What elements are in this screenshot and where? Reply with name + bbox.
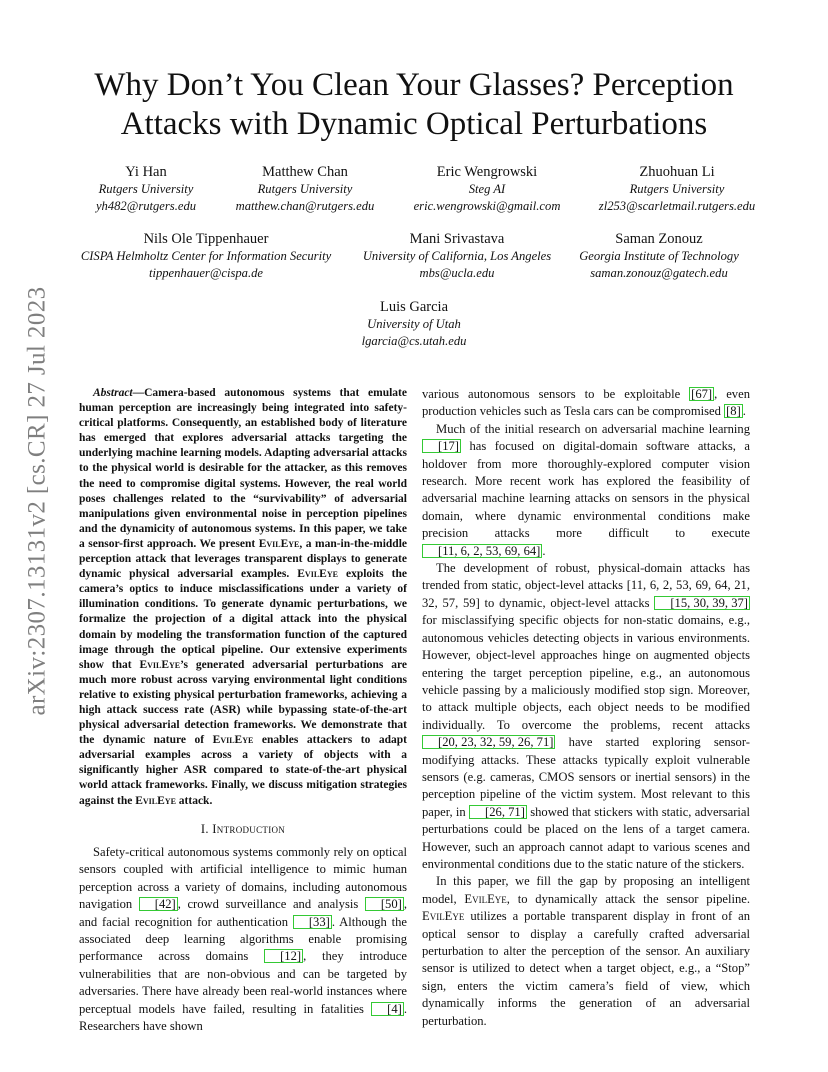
arxiv-identifier: arXiv:2307.13131v2 [cs.CR] 27 Jul 2023 xyxy=(24,286,52,716)
author-block xyxy=(96,164,196,215)
system-name: EvilEye xyxy=(212,734,254,747)
author-block xyxy=(363,231,551,282)
left-column xyxy=(79,386,407,1036)
citation-link[interactable]: [42] xyxy=(139,897,178,911)
author-block xyxy=(362,299,467,350)
citation-link[interactable]: [15, 30, 39, 37] xyxy=(654,596,750,610)
author-affiliation: Rutgers University xyxy=(98,182,194,196)
citation-link[interactable]: [50] xyxy=(365,897,404,911)
author-affiliation: Rutgers University xyxy=(629,182,725,196)
author-block xyxy=(236,164,375,215)
author-email[interactable]: eric.wengrowski@gmail.com xyxy=(413,199,561,213)
author-email[interactable]: matthew.chan@rutgers.edu xyxy=(235,199,375,213)
abstract-lead: Abstract xyxy=(93,387,133,399)
citation-link[interactable]: [67] xyxy=(691,387,713,401)
citation-link[interactable]: [11, 6, 2, 53, 69, 64] xyxy=(422,544,542,558)
author-email[interactable]: lgarcia@cs.utah.edu xyxy=(361,334,467,348)
author-block xyxy=(599,164,755,215)
author-email[interactable]: zl253@scarletmail.rutgers.edu xyxy=(598,199,756,213)
abstract: Abstract—Camera-based autonomous systems that emulate human perception are increasingly being integrated into safety-critical platforms. Consequently, an established body of literature has emerged that explores adversarial attacks targeting the underlying machine learning models. Adapting adversarial attacks to the physical world is desirable for the attacker, as this removes the need to compromise digital systems. However, the real world poses challenges related to the “survivability” of adversarial manipulations given environmental noise in perception pipelines and the dynamicity of autonomous systems. In this paper, we take a sensor-first approach. We present EvilEye, a man-in-the-middle perception attack that leverages transparent displays to generate dynamic physical adversarial examples. EvilEye exploits the camera’s optics to induce misclassifications under a variety of illumination conditions. To generate dynamic perturbations, we formalize the projection of a digital attack into the physical domain by modeling the transformation function of the captured image through the optical pipeline. Our extensive experiments show that EvilEye’s generated adversarial perturbations are much more robust across varying environmental light conditions relative to existing physical perturbation frameworks, achieving a high attack success rate (ASR) while bypassing state-of-the-art physical adversarial detection frameworks. We demonstrate that the dynamic nature of EvilEye enables attackers to adapt adversarial examples across a variety of objects with a significantly higher ASR compared to state-of-the-art physical world attack frameworks. Finally, we discuss mitigation strategies against the EvilEye attack. xyxy=(79,387,408,807)
author-block xyxy=(579,231,739,282)
system-name: EvilEye xyxy=(135,794,176,807)
author-name: Luis Garcia xyxy=(379,299,449,315)
right-column xyxy=(422,386,750,1030)
body-paragraph: various autonomous sensors to be exploitable [67] , even production vehicles such as Tesla cars can be compromised [8] . xyxy=(422,387,750,419)
citation-link[interactable]: [33] xyxy=(293,915,332,929)
system-name: EvilEye xyxy=(464,891,507,906)
author-email[interactable]: saman.zonouz@gatech.edu xyxy=(590,266,728,280)
author-name: Saman Zonouz xyxy=(615,231,703,247)
author-name: Yi Han xyxy=(125,164,167,180)
author-email[interactable]: yh482@rutgers.edu xyxy=(95,199,197,213)
system-name: EvilEye xyxy=(139,658,181,671)
author-affiliation: University of Utah xyxy=(367,317,461,331)
citation-link[interactable]: [8] xyxy=(726,404,741,419)
author-block xyxy=(81,231,331,282)
system-name: EvilEye xyxy=(297,568,338,581)
body-paragraph: In this paper, we fill the gap by proposing an intelligent model, EvilEye, to dynamically attack the sensor pipeline. EvilEye utilizes a portable transparent display in front of an optical sensor to display a carefully crafted adversarial perturbation to alter the perception of the sensor. An auxiliary sensor is utilized to detect when a target object, e.g., a “Stop” sign, enters the victim camera’s field of view, which dynamically informs the generation of an adversarial perturbation. xyxy=(422,874,750,1028)
system-name: EvilEye xyxy=(422,909,465,924)
citation-link[interactable]: [20, 23, 32, 59, 26, 71] xyxy=(422,735,555,749)
body-paragraph: The development of robust, physical-domain attacks has trended from static, object-level attacks [11, 6, 2, 53, 69, 64, 21, 32, 57, 59] to dynamic, object-level attacks [15, 30, 39, 37] for misclassifying specific objects for non-static domains, e.g., autonomous vehicles detecting objects in various environments. However, object-level approaches hinge on augmented objects entering the target perception pipeline, e.g., an autonomous vehicle passing by a maliciously modified stop sign. Moreover, to attack multiple objects, each object needs to be modified individually. To overcome the problems, recent attacks [20, 23, 32, 59, 26, 71] have started exploring sensor-modifying attacks. These attacks typically exploit vulnerable sensors (e.g. cameras, CMOS sensors or inertial sensors) in the perception pipeline of the victim system. Most relevant to this paper, in [26, 71] showed that stickers with static, adversarial perturbations could be placed on the lens of a target camera. However, such an approach cannot adapt to various scenes and environmental conditions due to the static nature of the stickers. xyxy=(422,561,750,871)
citation-link[interactable]: [12] xyxy=(264,949,303,963)
author-name: Mani Srivastava xyxy=(409,231,505,247)
citation-link[interactable]: [26, 71] xyxy=(469,805,527,819)
author-affiliation: CISPA Helmholtz Center for Information Security xyxy=(80,249,332,263)
author-name: Matthew Chan xyxy=(262,164,348,180)
author-affiliation: Steg AI xyxy=(468,182,506,196)
citation-link[interactable]: [11, 6, 2, 53, 69, 64, 21, 32, 57, 59] xyxy=(422,578,750,610)
author-name: Eric Wengrowski xyxy=(436,164,538,180)
arxiv-sidebar xyxy=(20,286,56,716)
author-email[interactable]: mbs@ucla.edu xyxy=(419,266,495,280)
system-name: EvilEye xyxy=(258,537,300,550)
section-heading: I. Introduction xyxy=(200,821,286,836)
author-affiliation: Georgia Institute of Technology xyxy=(579,249,739,263)
body-paragraph: Much of the initial research on adversarial machine learning [17] has focused on digital-domain software attacks, a holdover from more thoroughly-explored computer vision research. More recent work has explored the feasibility of adversarial machine learning attacks on sensors in the physical domain, where dynamic environmental conditions make precision attacks more difficult to execute [11, 6, 2, 53, 69, 64] . xyxy=(422,421,750,558)
author-block xyxy=(414,164,561,215)
author-name: Zhuohuan Li xyxy=(639,164,715,180)
citation-link[interactable]: [17] xyxy=(422,439,461,453)
author-affiliation: University of California, Los Angeles xyxy=(362,249,552,263)
intro-paragraph: Safety-critical autonomous systems commonly rely on optical sensors coupled with artificial intelligence to mimic human perception across a variety of domains, including autonomous navigation [42] , crowd surveillance and analysis [50] , and facial recognition for authentication [33] . Although the associated deep learning algorithms enable promising performance across domains [12] , they introduce vulnerabilities that are non-obvious and can be targeted by adversaries. There have already been real-world instances where perceptual models have failed, resulting in fatalities [4] . Researchers have shown xyxy=(79,845,407,1034)
author-email[interactable]: tippenhauer@cispa.de xyxy=(148,266,264,280)
citation-link[interactable]: [4] xyxy=(371,1002,404,1016)
author-affiliation: Rutgers University xyxy=(257,182,353,196)
paper-title: Why Don’t You Clean Your Glasses? Perception Attacks with Dynamic Optical Perturbations xyxy=(94,67,734,142)
author-name: Nils Ole Tippenhauer xyxy=(143,231,269,247)
